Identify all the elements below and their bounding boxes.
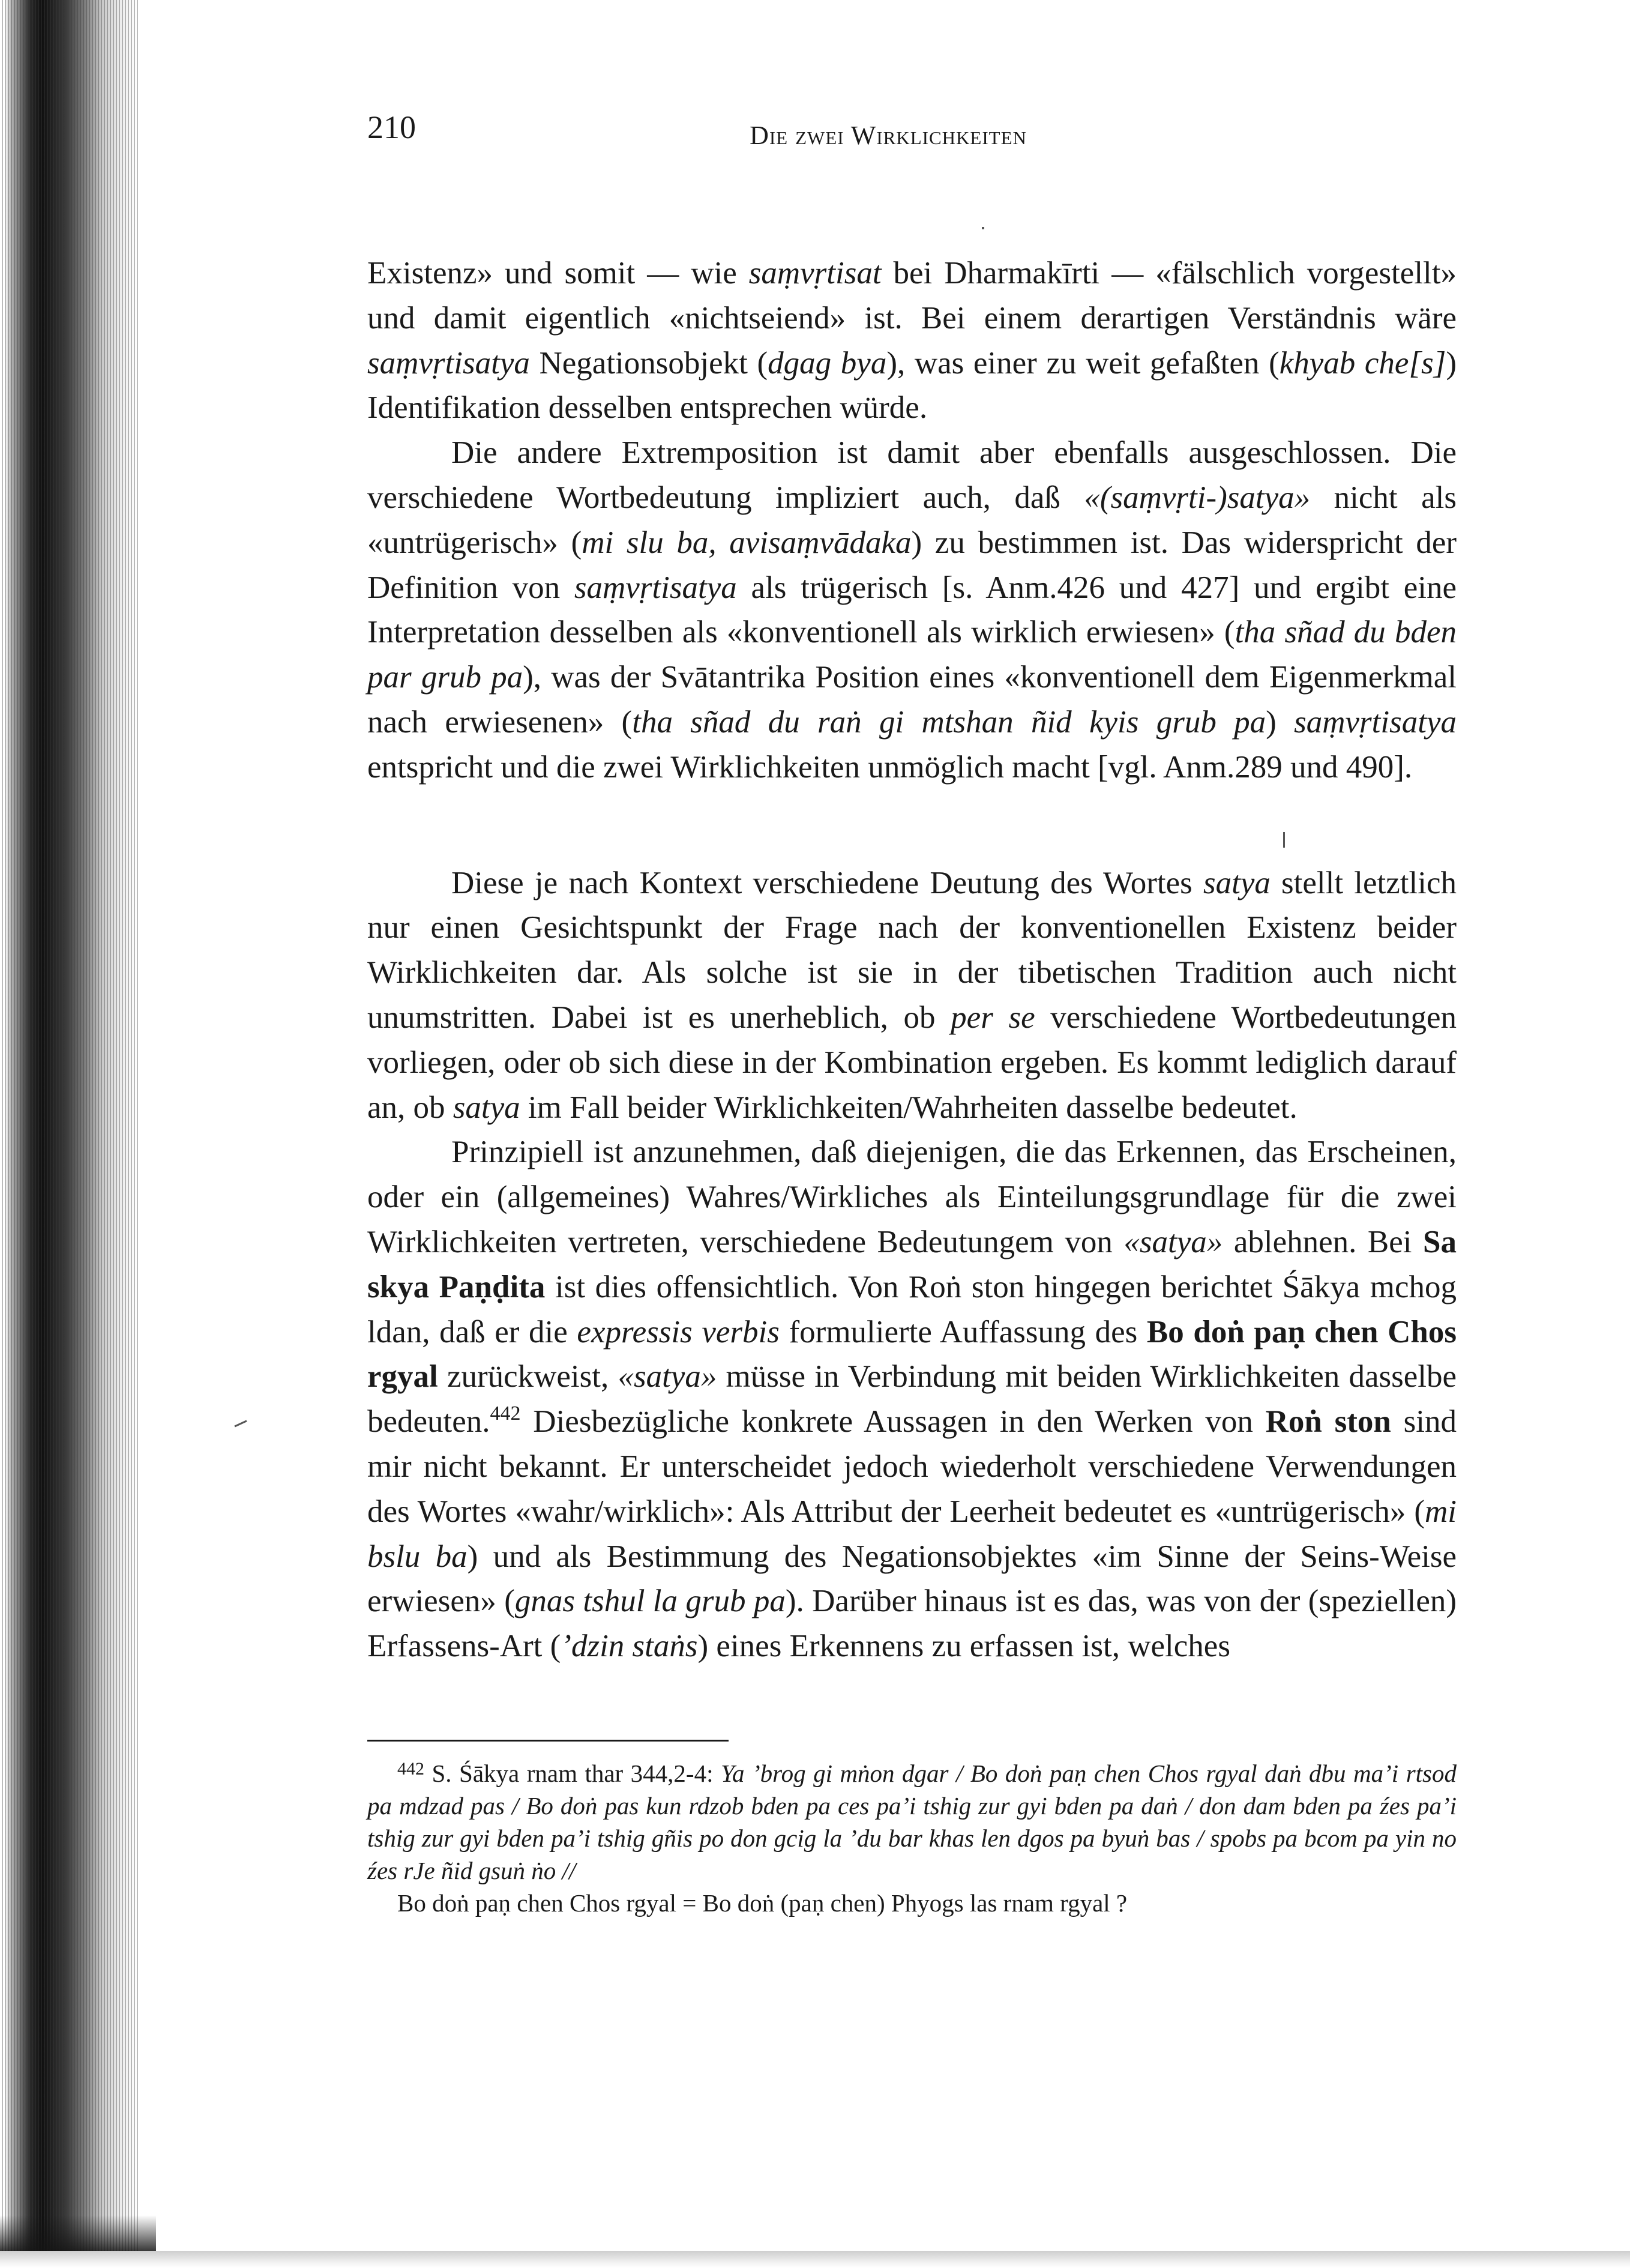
scan-speck <box>982 227 984 229</box>
page-bottom-edge <box>0 2251 1630 2268</box>
margin-tick <box>234 1420 247 1427</box>
paragraph-2: Die andere Extremposition ist damit aber ebenfalls ausgeschlossen. Die verschiedene Wortbedeutung impliziert auch, daß «(saṃvṛti-)satya» nicht als «untrügerisch» (mi slu ba, avisaṃvādaka) zu bestimmen ist. Das widerspricht der Definition von saṃvṛtisatya als trügerisch [s. Anm.426 und 427] und ergibt eine Interpretation desselben als «konventionell als wirklich erwiesen» (tha sñad du bden par grub pa), was der Svātantrika Position eines «konventionell dem Eigenmerkmal nach erwiesenen» (tha sñad du raṅ gi mtshan ñid kyis grub pa) saṃvṛtisatya entspricht und die zwei Wirklichkeiten unmöglich macht [vgl. Anm.289 und 490]. <box>367 435 1457 785</box>
footnote-442: $^{442}$ S. Śākya rnam thar 344,2-4: Ya ’brog gi mṅon dgar / Bo doṅ paṇ chen Chos rgyal daṅ dbu ma’i rtsod pa mdzad pas / Bo doṅ pas kun rdzob bden pa ces pa’i tshig zur gyi bden pa daṅ / don dam bden pa źes pa’i tshig zur gyi bden pa’i tshig gñis po don gcig la ’du bar khas len dgos pa byuṅ bas / spobs pa bcom pa yin no źes rJe ñid gsuṅ ṅo // <box>367 1759 1457 1884</box>
footnote-442-line2: Bo doṅ paṇ chen Chos rgyal = Bo doṅ (paṇ chen) Phyogs las rnam rgyal ? <box>397 1889 1128 1917</box>
book-binding-shadow <box>0 0 138 2268</box>
running-head: Die zwei Wirklichkeiten <box>750 121 1027 150</box>
section-gap <box>367 790 1457 861</box>
footnote-reference: 442 <box>490 1402 521 1425</box>
paragraph-4: Prinzipiell ist anzunehmen, daß diejenigen, die das Erkennen, das Erscheinen, oder ein (allgemeines) Wahres/Wirkliches als Einteilungsgrundlage für die zwei Wirklichkeiten vertreten, verschiedene Bedeutungem von «satya» ablehnen. Bei Sa skya Paṇḍita ist dies offensichtlich. Von Roṅ ston hingegen berichtet Śākya mchog ldan, daß er die expressis verbis formulierte Auffassung des Bo doṅ paṇ chen Chos rgyal zurückweist, «satya» müsse in Verbindung mit beiden Wirklichkeiten dasselbe bedeuten.$^{442}$ Diesbezügliche konkrete Aussagen in den Werken von Roṅ ston sind mir nicht bekannt. Er unterscheidet jedoch wiederholt verschiedene Verwendungen des Wortes «wahr/wirklich»: Als Attribut der Leerheit bedeutet es «untrügerisch» (mi bslu ba) und als Bestimmung des Negationsobjektes «im Sinne der Seins-Weise erwiesen» (gnas tshul la grub pa). Darüber hinaus ist es das, was von der (speziellen) Erfassens-Art (’dzin staṅs) eines Erkennens zu erfassen ist, welches <box>367 1135 1457 1664</box>
page-number: 210 <box>367 109 416 145</box>
main-text <box>367 251 1457 1669</box>
paragraph-1: Existenz» und somit — wie saṃvṛtisat bei Dharmakīrti — «fälschlich vorgestellt» und damit eigentlich «nichtseiend» ist. Bei einem derartigen Verständnis wäre saṃvṛtisatya Negationsobjekt (dgag bya), was einer zu weit gefaßten (khyab che[s]) Identifikation desselben entsprechen würde. <box>367 256 1457 426</box>
footnotes <box>367 1753 1457 1919</box>
paragraph-3: Diese je nach Kontext verschiedene Deutung des Wortes satya stellt letztlich nur einen Gesichtspunkt der Frage nach der konventionellen Existenz beider Wirklichkeiten dar. Als solche ist sie in der tibetischen Tradition auch nicht unumstritten. Dabei ist es unerheblich, ob per se verschiedene Wortbedeutungen vorliegen, oder ob sich diese in der Kombination ergeben. Es kommt lediglich darauf an, ob satya im Fall beider Wirklichkeiten/Wahrheiten dasselbe bedeutet. <box>367 865 1457 1125</box>
footnote-number: 442 <box>397 1759 424 1779</box>
footnote-separator <box>367 1740 729 1742</box>
